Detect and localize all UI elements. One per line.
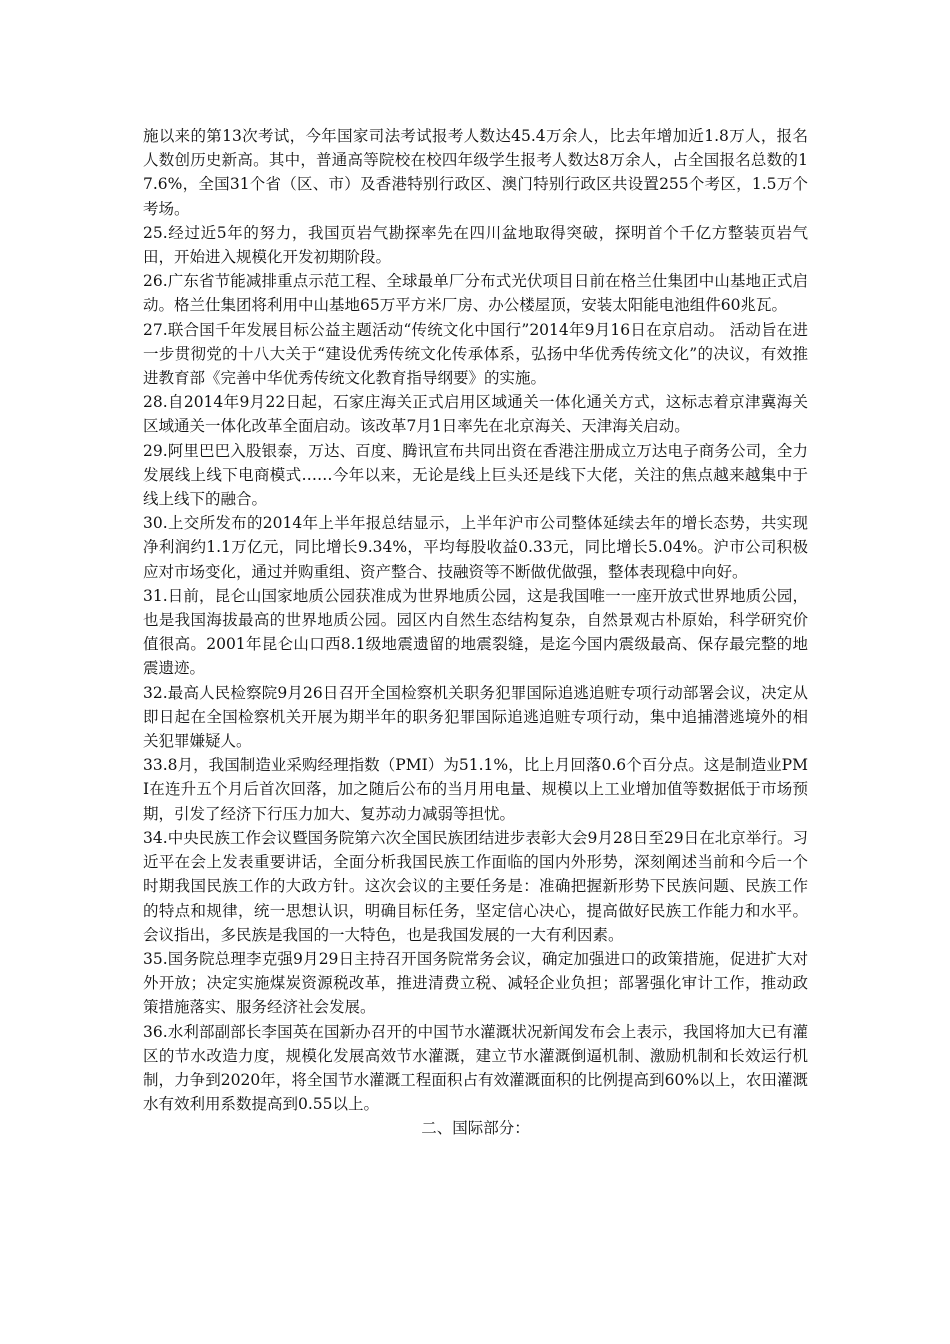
paragraph-item-31: 31.日前，昆仑山国家地质公园获准成为世界地质公园，这是我国唯一一座开放式世界地质公园，也是我国海拔最高的世界地质公园。园区内自然生态结构复杂，自然景观古朴原始，科学研究价值很高。2001年昆仑山口西8.1级地震遗留的地震裂缝，是迄今国内震级最高、保存最完整的地震遗迹。 [143, 586, 808, 678]
paragraph-exam-stats: 施以来的第13次考试，今年国家司法考试报考人数达45.4万余人，比去年增加近1.8万人，报名人数创历史新高。其中，普通高等院校在校四年级学生报考人数达8万余人，占全国报名总数的17.6%，全国31个省（区、市）及香港特别行政区、澳门特别行政区共设置255个考区，1.5万个考场。 [143, 127, 808, 218]
document-page [143, 124, 808, 1141]
paragraph-item-32: 32.最高人民检察院9月26日召开全国检察机关职务犯罪国际追逃追赃专项行动部署会议，决定从即日起在全国检察机关开展为期半年的职务犯罪国际追逃追赃专项行动，集中追捕潜逃境外的相关犯罪嫌疑人。 [143, 683, 808, 751]
paragraph-item-34: 34.中央民族工作会议暨国务院第六次全国民族团结进步表彰大会9月28日至29日在北京举行。习近平在会上发表重要讲话，全面分析我国民族工作面临的国内外形势，深刻阐述当前和今后一个时期我国民族工作的大政方针。这次会议的主要任务是：准确把握新形势下民族问题、民族工作的特点和规律，统一思想认识，明确目标任务，坚定信心决心，提高做好民族工作能力和水平。会议指出，多民族是我国的一大特色，也是我国发展的一大有利因素。 [143, 828, 808, 944]
paragraph-item-28: 28.自2014年9月22日起，石家庄海关正式启用区域通关一体化通关方式，这标志着京津冀海关区域通关一体化改革全面启动。该改革7月1日率先在北京海关、天津海关启动。 [143, 393, 808, 436]
section-heading-international: 二、国际部分： [421, 1119, 530, 1138]
paragraph-item-26: 26.广东省节能减排重点示范工程、全球最单厂分布式光伏项目日前在格兰仕集团中山基地正式启动。格兰仕集团将利用中山基地65万平方米厂房、办公楼屋顶，安装太阳能电池组件60兆瓦。 [143, 272, 808, 315]
paragraph-item-35: 35.国务院总理李克强9月29日主持召开国务院常务会议，确定加强进口的政策措施，促进扩大对外开放；决定实施煤炭资源税改革，推进清费立税、减轻企业负担；部署强化审计工作，推动政策措施落实、服务经济社会发展。 [143, 949, 808, 1017]
paragraph-item-29: 29.阿里巴巴入股银泰，万达、百度、腾讯宣布共同出资在香港注册成立万达电子商务公司，全力发展线上线下电商模式……今年以来，无论是线上巨头还是线下大佬，关注的焦点越来越集中于线上线下的融合。 [143, 441, 808, 509]
paragraph-item-33: 33.8月，我国制造业采购经理指数（PMI）为51.1%，比上月回落0.6个百分点。这是制造业PMI在连升五个月后首次回落，加之随后公布的当月用电量、规模以上工业增加值等数据低于市场预期，引发了经济下行压力加大、复苏动力减弱等担忧。 [143, 756, 808, 823]
paragraph-item-27: 27.联合国千年发展目标公益主题活动“传统文化中国行”2014年9月16日在京启动。 活动旨在进一步贯彻党的十八大关于“建设优秀传统文化传承体系，弘扬中华优秀传统文化”的决议，有效推进教育部《完善中华优秀传统文化教育指导纲要》的实施。 [143, 320, 808, 388]
paragraph-item-25: 25.经过近5年的努力，我国页岩气勘探率先在四川盆地取得突破，探明首个千亿方整装页岩气田，开始进入规模化开发初期阶段。 [143, 223, 808, 267]
paragraph-item-36: 36.水利部副部长李国英在国新办召开的中国节水灌溉状况新闻发布会上表示，我国将加大已有灌区的节水改造力度，规模化发展高效节水灌溉，建立节水灌溉倒逼机制、激励机制和长效运行机制，力争到2020年，将全国节水灌溉工程面积占有效灌溉面积的比例提高到60%以上，农田灌溉水有效利用系数提高到0.55以上。 [143, 1022, 808, 1114]
paragraph-item-30: 30.上交所发布的2014年上半年报总结显示，上半年沪市公司整体延续去年的增长态势，共实现净利润约1.1万亿元，同比增长9.34%，平均每股收益0.33元，同比增长5.04%。沪市公司积极应对市场变化，通过并购重组、资产整合、技融资等不断做优做强，整体表现稳中向好。 [143, 514, 808, 581]
